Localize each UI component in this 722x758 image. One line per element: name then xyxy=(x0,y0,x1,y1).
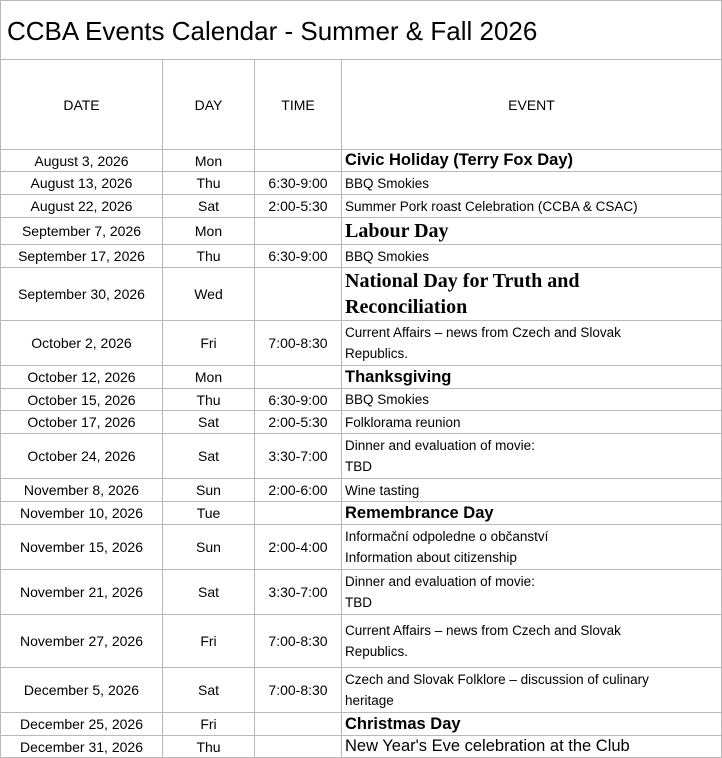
event-time: 3:30-7:00 xyxy=(255,570,342,615)
event-date: September 30, 2026 xyxy=(1,268,163,321)
event-time xyxy=(255,150,342,172)
event-row xyxy=(1,150,722,172)
event-time: 2:00-4:00 xyxy=(255,525,342,570)
event-day: Sat xyxy=(163,434,255,479)
event-date: August 22, 2026 xyxy=(1,195,163,218)
event-time xyxy=(255,502,342,525)
event-row xyxy=(1,479,722,502)
event-text-line: Labour Day xyxy=(345,220,449,242)
header-time: TIME xyxy=(255,60,342,150)
event-day: Sat xyxy=(163,411,255,434)
event-time: 7:00-8:30 xyxy=(255,668,342,713)
event-time xyxy=(255,268,342,321)
event-time xyxy=(255,713,342,736)
event-name xyxy=(342,389,722,411)
event-text-line: Dinner and evaluation of movie: xyxy=(345,574,535,589)
event-day: Sat xyxy=(163,570,255,615)
event-day: Mon xyxy=(163,218,255,245)
event-time: 6:30-9:00 xyxy=(255,245,342,268)
event-text-line: Dinner and evaluation of movie: xyxy=(345,438,535,453)
event-date: September 7, 2026 xyxy=(1,218,163,245)
event-name xyxy=(342,245,722,268)
header-date: DATE xyxy=(1,60,163,150)
event-date: October 2, 2026 xyxy=(1,321,163,366)
event-day: Thu xyxy=(163,245,255,268)
event-day: Tue xyxy=(163,502,255,525)
event-date: August 3, 2026 xyxy=(1,150,163,172)
event-text-line: Current Affairs – news from Czech and Slovak xyxy=(345,325,621,340)
event-day: Thu xyxy=(163,736,255,758)
event-text-line: New Year's Eve celebration at the Club xyxy=(345,737,630,755)
event-name xyxy=(342,268,722,321)
header-day: DAY xyxy=(163,60,255,150)
event-text-line: heritage xyxy=(345,693,394,708)
event-row xyxy=(1,218,722,245)
event-date: December 31, 2026 xyxy=(1,736,163,758)
event-text-line: Information about citizenship xyxy=(345,550,517,565)
event-name xyxy=(342,570,722,615)
event-text-line: Czech and Slovak Folklore – discussion of culinary xyxy=(345,672,649,687)
event-text-line: Informační odpoledne o občanství xyxy=(345,529,549,544)
event-text-line: Wine tasting xyxy=(345,482,420,498)
event-name xyxy=(342,411,722,434)
event-row xyxy=(1,502,722,525)
event-text-line: Republics. xyxy=(345,346,409,361)
event-name xyxy=(342,434,722,479)
event-name xyxy=(342,736,722,758)
event-date: December 25, 2026 xyxy=(1,713,163,736)
event-text-line: Folklorama reunion xyxy=(345,414,461,430)
event-day: Mon xyxy=(163,366,255,389)
event-time: 2:00-6:00 xyxy=(255,479,342,502)
event-row xyxy=(1,389,722,411)
event-date: October 24, 2026 xyxy=(1,434,163,479)
event-day: Sun xyxy=(163,479,255,502)
event-day: Sat xyxy=(163,668,255,713)
event-row xyxy=(1,713,722,736)
event-date: August 13, 2026 xyxy=(1,172,163,195)
event-time: 6:30-9:00 xyxy=(255,389,342,411)
event-text-line: BBQ Smokies xyxy=(345,248,430,264)
event-name xyxy=(342,150,722,172)
event-name xyxy=(342,195,722,218)
event-time: 7:00-8:30 xyxy=(255,615,342,668)
event-day: Sun xyxy=(163,525,255,570)
header-event: EVENT xyxy=(342,60,722,150)
event-name xyxy=(342,615,722,668)
event-text-line: BBQ Smokies xyxy=(345,175,430,191)
event-date: November 21, 2026 xyxy=(1,570,163,615)
event-date: October 17, 2026 xyxy=(1,411,163,434)
event-day: Wed xyxy=(163,268,255,321)
event-name xyxy=(342,713,722,736)
event-row xyxy=(1,668,722,713)
event-row xyxy=(1,366,722,389)
event-row xyxy=(1,172,722,195)
event-text-line: BBQ Smokies xyxy=(345,392,430,407)
event-time: 2:00-5:30 xyxy=(255,195,342,218)
event-date: November 10, 2026 xyxy=(1,502,163,525)
event-date: November 8, 2026 xyxy=(1,479,163,502)
event-text-line: Republics. xyxy=(345,644,409,659)
event-text-line: Thanksgiving xyxy=(345,367,452,386)
calendar-title: CCBA Events Calendar - Summer & Fall 2026 xyxy=(1,1,722,60)
event-day: Fri xyxy=(163,321,255,366)
event-name xyxy=(342,366,722,389)
event-day: Thu xyxy=(163,389,255,411)
event-row xyxy=(1,736,722,758)
event-name xyxy=(342,479,722,502)
event-text-line: Christmas Day xyxy=(345,714,461,733)
event-text-line: National Day for Truth and xyxy=(345,270,580,292)
event-text-line: Summer Pork roast Celebration (CCBA & CSAC) xyxy=(345,198,638,214)
event-date: September 17, 2026 xyxy=(1,245,163,268)
event-row xyxy=(1,411,722,434)
event-day: Sat xyxy=(163,195,255,218)
event-row xyxy=(1,434,722,479)
event-row xyxy=(1,525,722,570)
event-time xyxy=(255,736,342,758)
header-row xyxy=(1,60,722,150)
event-name xyxy=(342,525,722,570)
event-date: December 5, 2026 xyxy=(1,668,163,713)
event-text-line: Reconciliation xyxy=(345,296,468,318)
title-row xyxy=(1,1,722,60)
event-day: Mon xyxy=(163,150,255,172)
event-day: Fri xyxy=(163,713,255,736)
event-time: 7:00-8:30 xyxy=(255,321,342,366)
event-row xyxy=(1,245,722,268)
event-name xyxy=(342,321,722,366)
event-date: November 27, 2026 xyxy=(1,615,163,668)
event-text-line: TBD xyxy=(345,459,372,474)
event-time: 6:30-9:00 xyxy=(255,172,342,195)
event-time: 2:00-5:30 xyxy=(255,411,342,434)
event-text-line: Civic Holiday (Terry Fox Day) xyxy=(345,151,574,169)
event-row xyxy=(1,615,722,668)
event-text-line: Current Affairs – news from Czech and Slovak xyxy=(345,623,621,638)
events-body xyxy=(1,150,722,758)
event-name xyxy=(342,172,722,195)
event-time xyxy=(255,218,342,245)
event-time xyxy=(255,366,342,389)
event-day: Fri xyxy=(163,615,255,668)
event-date: November 15, 2026 xyxy=(1,525,163,570)
event-row xyxy=(1,570,722,615)
event-name xyxy=(342,502,722,525)
event-date: October 12, 2026 xyxy=(1,366,163,389)
event-row xyxy=(1,321,722,366)
event-name xyxy=(342,668,722,713)
event-time: 3:30-7:00 xyxy=(255,434,342,479)
event-name xyxy=(342,218,722,245)
event-date: October 15, 2026 xyxy=(1,389,163,411)
event-day: Thu xyxy=(163,172,255,195)
event-text-line: Remembrance Day xyxy=(345,503,494,522)
event-text-line: TBD xyxy=(345,595,372,610)
event-row xyxy=(1,195,722,218)
event-row xyxy=(1,268,722,321)
